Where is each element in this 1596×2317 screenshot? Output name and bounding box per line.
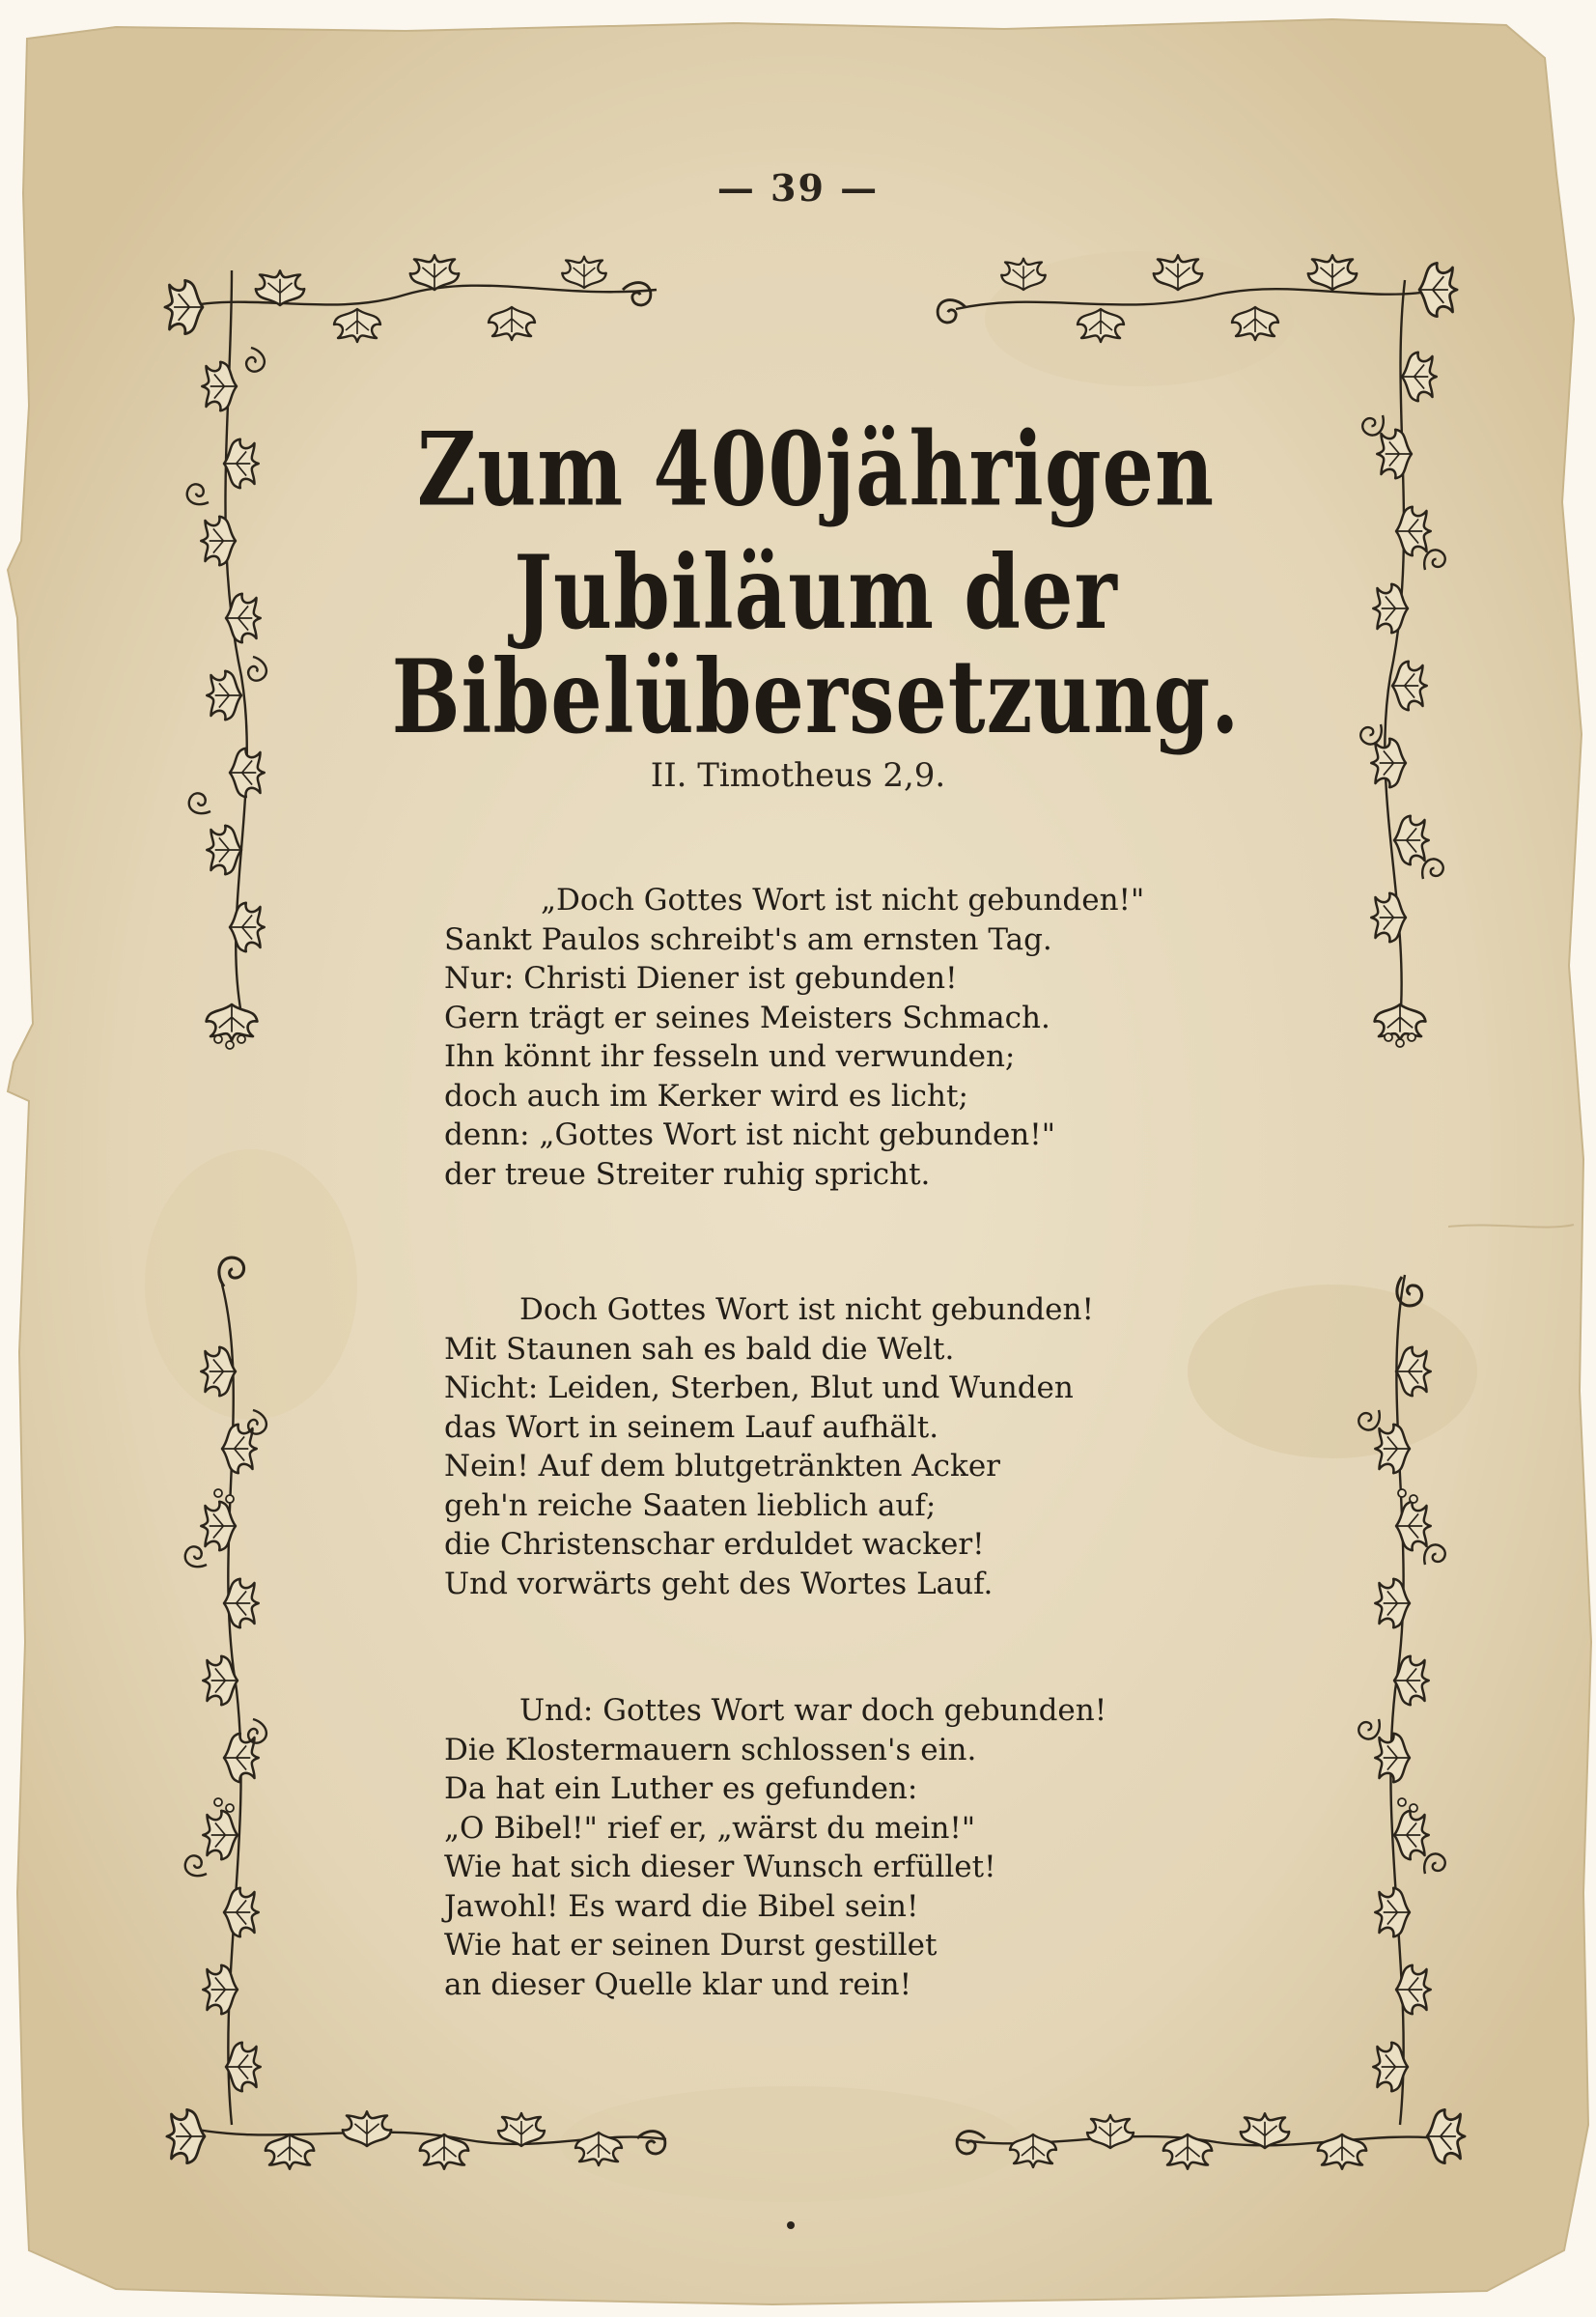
ink-dot	[787, 2221, 795, 2229]
poem-line: das Wort in seinem Lauf aufhält.	[444, 1409, 939, 1445]
poem-line: geh'n reiche Saaten lieblich auf;	[444, 1487, 937, 1523]
poem-line: „Doch Gottes Wort ist nicht gebunden!"	[541, 883, 1145, 918]
page-number: — 39 —	[716, 166, 880, 210]
stanza-2	[444, 1290, 1197, 1603]
stanza-3	[444, 1691, 1197, 2004]
poem-line: Die Klostermauern schlossen's ein.	[444, 1732, 977, 1767]
poem-line: Wie hat er seinen Durst gestillet	[444, 1928, 938, 1963]
poem-line: an dieser Quelle klar und rein!	[444, 1966, 912, 2002]
poem-line: die Christenschar erduldet wacker!	[444, 1527, 985, 1562]
scripture-reference: II. Timotheus 2,9.	[650, 756, 946, 795]
poem-line: der treue Streiter ruhig spricht.	[444, 1156, 931, 1192]
poem-line: Nur: Christi Diener ist gebunden!	[444, 961, 958, 996]
title-line-2: Bibelübersetzung.	[391, 636, 1241, 757]
poem-line: Doch Gottes Wort ist nicht gebunden!	[519, 1292, 1094, 1327]
stanza-1	[444, 881, 1197, 1194]
poem-line: Gern trägt er seines Meisters Schmach.	[444, 1000, 1050, 1035]
poem-line: Sankt Paulos schreibt's am ernsten Tag.	[444, 921, 1052, 957]
poem-line: „O Bibel!" rief er, „wärst du mein!"	[444, 1810, 976, 1846]
poem-line: Nicht: Leiden, Sterben, Blut und Wunden	[444, 1370, 1074, 1405]
poem-line: Und vorwärts geht des Wortes Lauf.	[444, 1566, 994, 1601]
poem-line: Ihn könnt ihr fesseln und verwunden;	[444, 1039, 1016, 1074]
poem-line: Und: Gottes Wort war doch gebunden!	[519, 1693, 1107, 1728]
page-title	[309, 409, 1323, 757]
poem-line: denn: „Gottes Wort ist nicht gebunden!"	[444, 1117, 1055, 1152]
poem-line: Mit Staunen sah es bald die Welt.	[444, 1331, 955, 1367]
poem-line: Nein! Auf dem blutgetränkten Acker	[444, 1449, 1000, 1483]
poem-line: Wie hat sich dieser Wunsch erfüllet!	[444, 1850, 996, 1884]
poem-line: Da hat ein Luther es gefunden:	[444, 1771, 918, 1806]
title-line-1: Zum 400jährigen Jubiläum der	[416, 409, 1216, 653]
poem-line: Jawohl! Es ward die Bibel sein!	[444, 1888, 919, 1924]
poem-line: doch auch im Kerker wird es licht;	[444, 1078, 968, 1114]
